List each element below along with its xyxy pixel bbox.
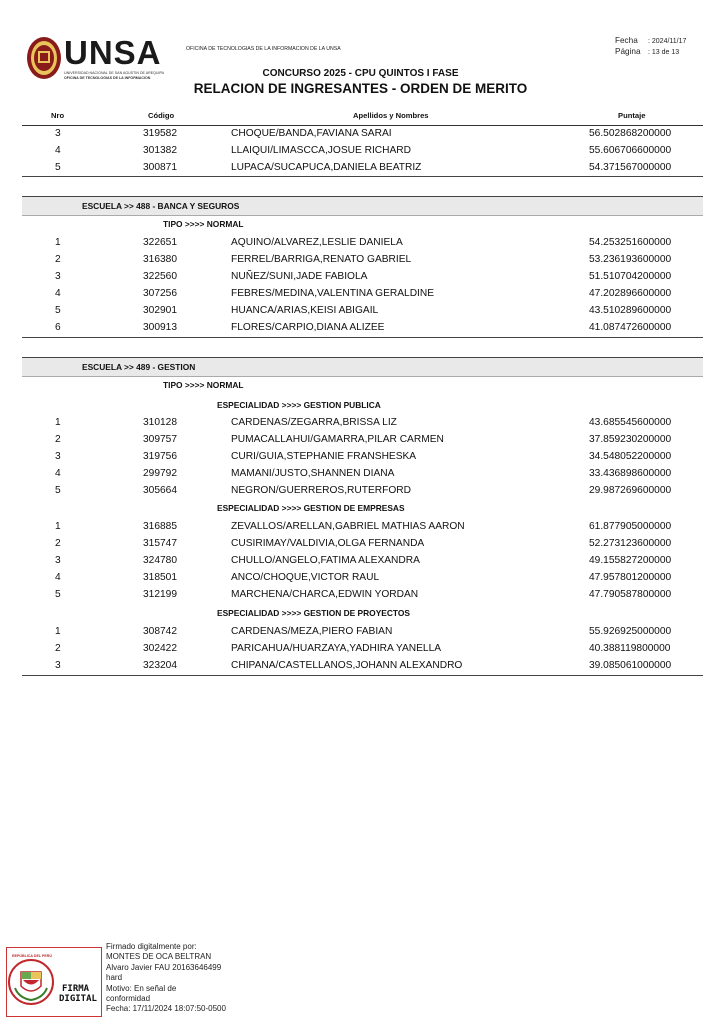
cell-nro: 6 — [55, 322, 61, 333]
cell-score: 47.957801200000 — [589, 572, 672, 583]
date-value: : 2024/11/17 — [648, 38, 687, 45]
cell-nro: 3 — [55, 271, 61, 282]
cell-score: 53.236193600000 — [589, 254, 672, 265]
cell-code: 300913 — [143, 322, 177, 333]
cell-name: CHIPANA/CASTELLANOS,JOHANN ALEXANDRO — [231, 660, 463, 671]
cell-name: HUANCA/ARIAS,KEISI ABIGAIL — [231, 305, 379, 316]
cell-score: 49.155827200000 — [589, 555, 672, 566]
cell-score: 41.087472600000 — [589, 322, 672, 333]
col-name: Apellidos y Nombres — [353, 111, 429, 120]
seal-label-digital: DIGITAL — [59, 994, 97, 1004]
cell-score: 52.273123600000 — [589, 538, 672, 549]
cell-nro: 4 — [55, 572, 61, 583]
table-row — [0, 535, 725, 552]
table-row — [0, 552, 725, 569]
office-name: OFICINA DE TECNOLOGIAS DE LA INFORMACION DE LA UNSA — [186, 46, 341, 52]
table-row — [0, 234, 725, 251]
cell-name: MAMANI/JUSTO,SHANNEN DIANA — [231, 468, 395, 479]
cell-name: CHOQUE/BANDA,FAVIANA SARAI — [231, 128, 392, 139]
seal-caption: REPÚBLICA DEL PERÚ — [12, 954, 52, 958]
table-row — [0, 142, 725, 159]
report-title-text: RELACION DE INGRESANTES - ORDEN DE MERITO — [193, 81, 528, 96]
cell-code: 319582 — [143, 128, 177, 139]
seal-label-firma: FIRMA — [62, 984, 90, 994]
signature-line: Fecha: 17/11/2024 18:07:50-0500 — [106, 1004, 226, 1014]
seal-label — [59, 984, 97, 1004]
table-row — [0, 125, 725, 142]
cell-code: 316885 — [143, 521, 177, 532]
cell-code: 315747 — [143, 538, 177, 549]
cell-nro: 5 — [55, 485, 61, 496]
col-code: Código — [148, 111, 175, 120]
table-row — [0, 586, 725, 603]
cell-score: 56.502868200000 — [589, 128, 672, 139]
cell-code: 302901 — [143, 305, 177, 316]
cell-score: 54.253251600000 — [589, 237, 672, 248]
document-meta — [615, 36, 686, 57]
date-label: Fecha — [615, 36, 638, 45]
cell-score: 54.371567000000 — [589, 162, 672, 173]
cell-nro: 2 — [55, 254, 61, 265]
table-row — [0, 251, 725, 268]
table-row — [0, 569, 725, 586]
cell-nro: 5 — [55, 305, 61, 316]
cell-score: 61.877905000000 — [589, 521, 672, 532]
cell-name: AQUINO/ALVAREZ,LESLIE DANIELA — [231, 237, 403, 248]
cell-nro: 3 — [55, 128, 61, 139]
cell-nro: 4 — [55, 288, 61, 299]
contest-title — [0, 68, 725, 79]
table-row — [0, 448, 725, 465]
table-header — [22, 105, 703, 126]
cell-score: 55.926925000000 — [589, 626, 672, 637]
cell-name: CARDENAS/ZEGARRA,BRISSA LIZ — [231, 417, 397, 428]
cell-score: 37.859230200000 — [589, 434, 672, 445]
cell-code: 307256 — [143, 288, 177, 299]
cell-code: 309757 — [143, 434, 177, 445]
cell-code: 324780 — [143, 555, 177, 566]
cell-nro: 2 — [55, 643, 61, 654]
cell-code: 302422 — [143, 643, 177, 654]
specialty-label-proyectos: ESPECIALIDAD >>>> GESTION DE PROYECTOS — [217, 608, 410, 618]
cell-name: PUMACALLAHUI/GAMARRA,PILAR CARMEN — [231, 434, 444, 445]
digital-signature-seal — [6, 947, 102, 1017]
table-row — [0, 319, 725, 336]
table-row — [0, 268, 725, 285]
cell-name: CHULLO/ANGELO,FATIMA ALEXANDRA — [231, 555, 420, 566]
table-row — [0, 285, 725, 302]
cell-name: CUSIRIMAY/VALDIVIA,OLGA FERNANDA — [231, 538, 425, 549]
cell-code: 316380 — [143, 254, 177, 265]
table-row — [0, 482, 725, 499]
cell-score: 47.202896600000 — [589, 288, 672, 299]
cell-code: 322651 — [143, 237, 177, 248]
cell-code: 308742 — [143, 626, 177, 637]
table-end-divider — [22, 675, 703, 676]
signature-block — [106, 942, 276, 1015]
cell-name: FLORES/CARPIO,DIANA ALIZEE — [231, 322, 385, 333]
cell-nro: 2 — [55, 538, 61, 549]
table-row — [0, 414, 725, 431]
cell-name: LUPACA/SUCAPUCA,DANIELA BEATRIZ — [231, 162, 422, 173]
cell-code: 310128 — [143, 417, 177, 428]
brand-subtitle-university: UNIVERSIDAD NACIONAL DE SAN AGUSTIN DE AREQUIPA — [64, 71, 165, 75]
section-divider — [22, 176, 703, 177]
table-row — [0, 657, 725, 674]
cell-code: 318501 — [143, 572, 177, 583]
page-value: : 13 de 13 — [648, 48, 680, 56]
cell-code: 312199 — [143, 589, 177, 600]
cell-score: 39.085061000000 — [589, 660, 672, 671]
cell-nro: 4 — [55, 468, 61, 479]
cell-score: 51.510704200000 — [589, 271, 672, 282]
cell-score: 34.548052200000 — [589, 451, 672, 462]
cell-score: 43.685545600000 — [589, 417, 672, 428]
col-nro: Nro — [51, 111, 65, 120]
cell-score: 40.388119800000 — [589, 643, 671, 654]
cell-nro: 2 — [55, 434, 61, 445]
signature-line: Alvaro Javier FAU 20163646499 — [106, 962, 222, 972]
specialty-label-empresas: ESPECIALIDAD >>>> GESTION DE EMPRESAS — [217, 503, 405, 513]
cell-score: 55.606706600000 — [589, 145, 672, 156]
cell-nro: 5 — [55, 162, 61, 173]
cell-code: 319756 — [143, 451, 177, 462]
signature-line: hard — [106, 973, 123, 983]
cell-nro: 5 — [55, 589, 61, 600]
cell-name: NUÑEZ/SUNI,JADE FABIOLA — [231, 271, 368, 282]
cell-nro: 1 — [55, 237, 61, 248]
cell-score: 33.436898600000 — [589, 468, 672, 479]
table-row — [0, 623, 725, 640]
specialty-label-publica: ESPECIALIDAD >>>> GESTION PUBLICA — [217, 400, 381, 410]
cell-name: ANCO/CHOQUE,VICTOR RAUL — [231, 572, 380, 583]
cell-code: 299792 — [143, 468, 177, 479]
table-row — [0, 465, 725, 482]
table-row — [0, 518, 725, 535]
col-score: Puntaje — [618, 111, 646, 120]
school-header-488 — [22, 196, 703, 216]
section-divider — [22, 337, 703, 338]
signature-line: conformidad — [106, 994, 151, 1004]
cell-nro: 3 — [55, 555, 61, 566]
cell-score: 29.987269600000 — [589, 485, 672, 496]
cell-nro: 4 — [55, 145, 61, 156]
signature-line: Firmado digitalmente por: — [106, 942, 197, 951]
cell-name: MARCHENA/CHARCA,EDWIN YORDAN — [231, 589, 419, 600]
cell-score: 43.510289600000 — [589, 305, 672, 316]
table-row — [0, 431, 725, 448]
cell-name: NEGRON/GUERREROS,RUTERFORD — [231, 485, 411, 496]
cell-score: 47.790587800000 — [589, 589, 672, 600]
signature-line: Motivo: En señal de — [106, 983, 177, 993]
brand-subtitle-office: OFICINA DE TECNOLOGIAS DE LA INFORMACION — [64, 76, 151, 80]
peru-coat-of-arms-icon — [7, 948, 101, 1016]
table-row — [0, 159, 725, 176]
cell-nro: 3 — [55, 451, 61, 462]
contest-title-text: CONCURSO 2025 - CPU QUINTOS I FASE — [262, 68, 459, 79]
cell-nro: 3 — [55, 660, 61, 671]
cell-code: 323204 — [143, 660, 177, 671]
cell-name: FERREL/BARRIGA,RENATO GABRIEL — [231, 254, 412, 265]
cell-name: CURI/GUIA,STEPHANIE FRANSHESKA — [231, 451, 417, 462]
report-title — [0, 81, 725, 96]
cell-name: PARICAHUA/HUARZAYA,YADHIRA YANELLA — [231, 643, 442, 654]
cell-code: 301382 — [143, 145, 177, 156]
cell-code: 305664 — [143, 485, 177, 496]
table-row — [0, 640, 725, 657]
cell-nro: 1 — [55, 417, 61, 428]
cell-name: CARDENAS/MEZA,PIERO FABIAN — [231, 626, 393, 637]
cell-name: LLAIQUI/LIMASCCA,JOSUE RICHARD — [231, 145, 412, 156]
cell-code: 300871 — [143, 162, 177, 173]
school-header-489 — [22, 357, 703, 377]
cell-name: ZEVALLOS/ARELLAN,GABRIEL MATHIAS AARON — [231, 521, 465, 532]
school-label: ESCUELA >> 489 - GESTION — [82, 362, 196, 372]
brand-name: UNSA — [64, 34, 162, 71]
page-label: Página — [615, 46, 641, 56]
cell-name: FEBRES/MEDINA,VALENTINA GERALDINE — [231, 288, 435, 299]
table-row — [0, 302, 725, 319]
school-label: ESCUELA >> 488 - BANCA Y SEGUROS — [82, 201, 240, 211]
tipo-label: TIPO >>>> NORMAL — [163, 219, 244, 229]
cell-nro: 1 — [55, 626, 61, 637]
tipo-label: TIPO >>>> NORMAL — [163, 380, 244, 390]
signature-line: MONTES DE OCA BELTRAN — [106, 952, 212, 962]
cell-nro: 1 — [55, 521, 61, 532]
cell-code: 322560 — [143, 271, 177, 282]
